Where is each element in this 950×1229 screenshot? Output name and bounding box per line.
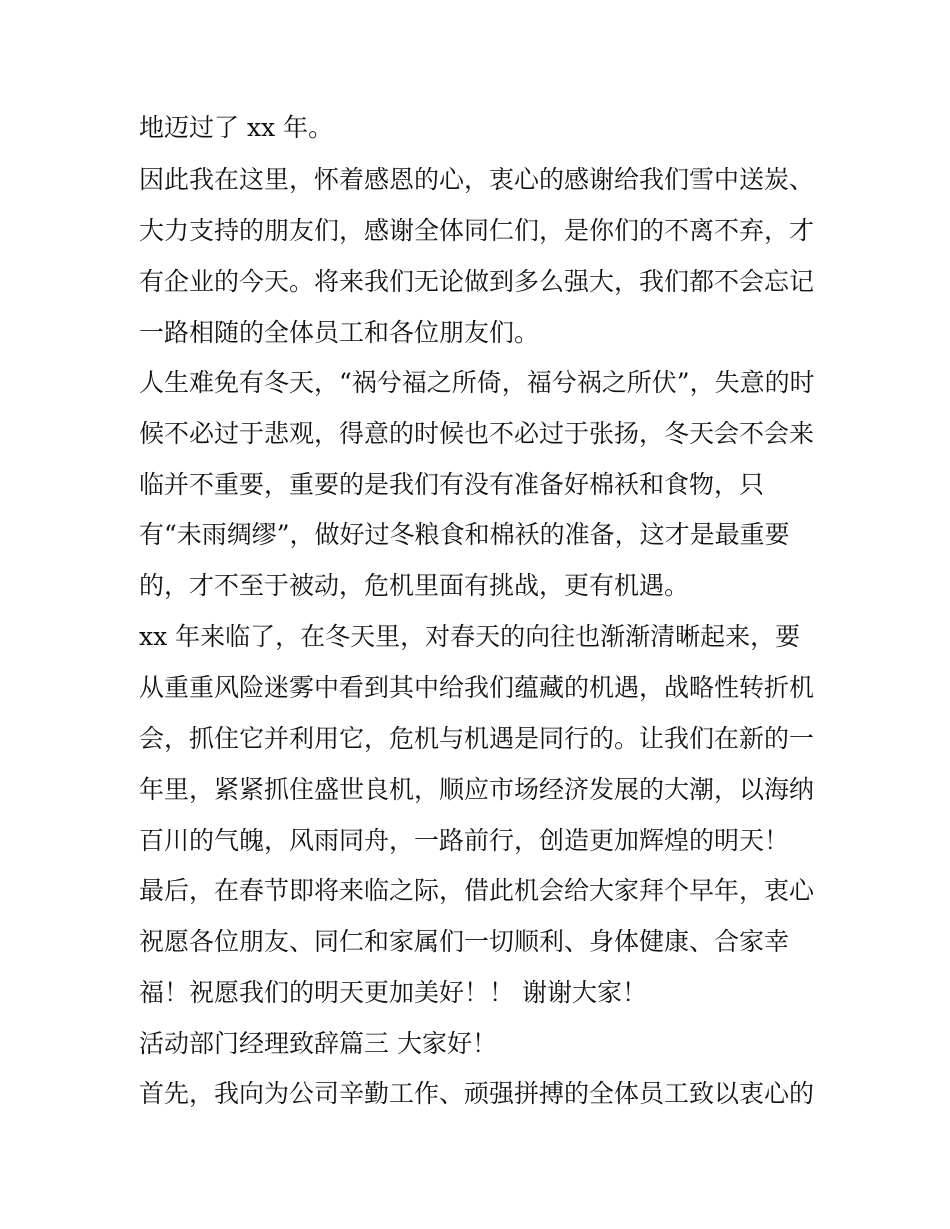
text-line: 祝愿各位朋友、同仁和家属们一切顺利、身体健康、合家幸 (139, 927, 790, 956)
section-heading-line: 活动部门经理致辞篇三 大家好！ (139, 1029, 497, 1058)
text-line: 从重重风险迷雾中看到其中给我们蕴藏的机遇，战略性转折机 (139, 673, 815, 702)
text-line: 因此我在这里，怀着感恩的心，衷心的感谢给我们雪中送炭、 (139, 165, 815, 194)
text-line: 人生难免有冬天，“祸兮福之所倚，福兮祸之所伏”，失意的时 (139, 368, 815, 397)
text-line: 一路相随的全体员工和各位朋友们。 (139, 318, 540, 347)
text-line: 首先，我向为公司辛勤工作、顽强拼搏的全体员工致以衷心的 (139, 1079, 815, 1108)
text-line: 福！祝愿我们的明天更加美好！！ 谢谢大家！ (139, 978, 647, 1007)
text-line: 地迈过了 xx 年。 (139, 113, 334, 142)
text-line: 会，抓住它并利用它，危机与机遇是同行的。让我们在新的一 (139, 724, 815, 753)
text-line: 临并不重要，重要的是我们有没有准备好棉袄和食物，只 (139, 470, 765, 499)
text-line: 年里，紧紧抓住盛世良机，顺应市场经济发展的大潮，以海纳 (139, 775, 815, 804)
text-line: xx 年来临了，在冬天里，对春天的向往也渐渐清晰起来，要 (139, 622, 801, 651)
text-line: 候不必过于悲观，得意的时候也不必过于张扬，冬天会不会来 (139, 419, 815, 448)
text-line: 大力支持的朋友们，感谢全体同仁们，是你们的不离不弃，才 (139, 216, 815, 245)
text-line: 百川的气魄，风雨同舟，一路前行，创造更加辉煌的明天！ (139, 826, 790, 855)
text-line: 最后，在春节即将来临之际，借此机会给大家拜个早年，衷心 (139, 876, 815, 905)
text-line: 的，才不至于被动，危机里面有挑战，更有机遇。 (139, 571, 690, 600)
text-line: 有企业的今天。将来我们无论做到多么强大，我们都不会忘记 (139, 267, 815, 296)
text-line: 有“未雨绸缪”，做好过冬粮食和棉袄的准备，这才是最重要 (139, 520, 790, 549)
